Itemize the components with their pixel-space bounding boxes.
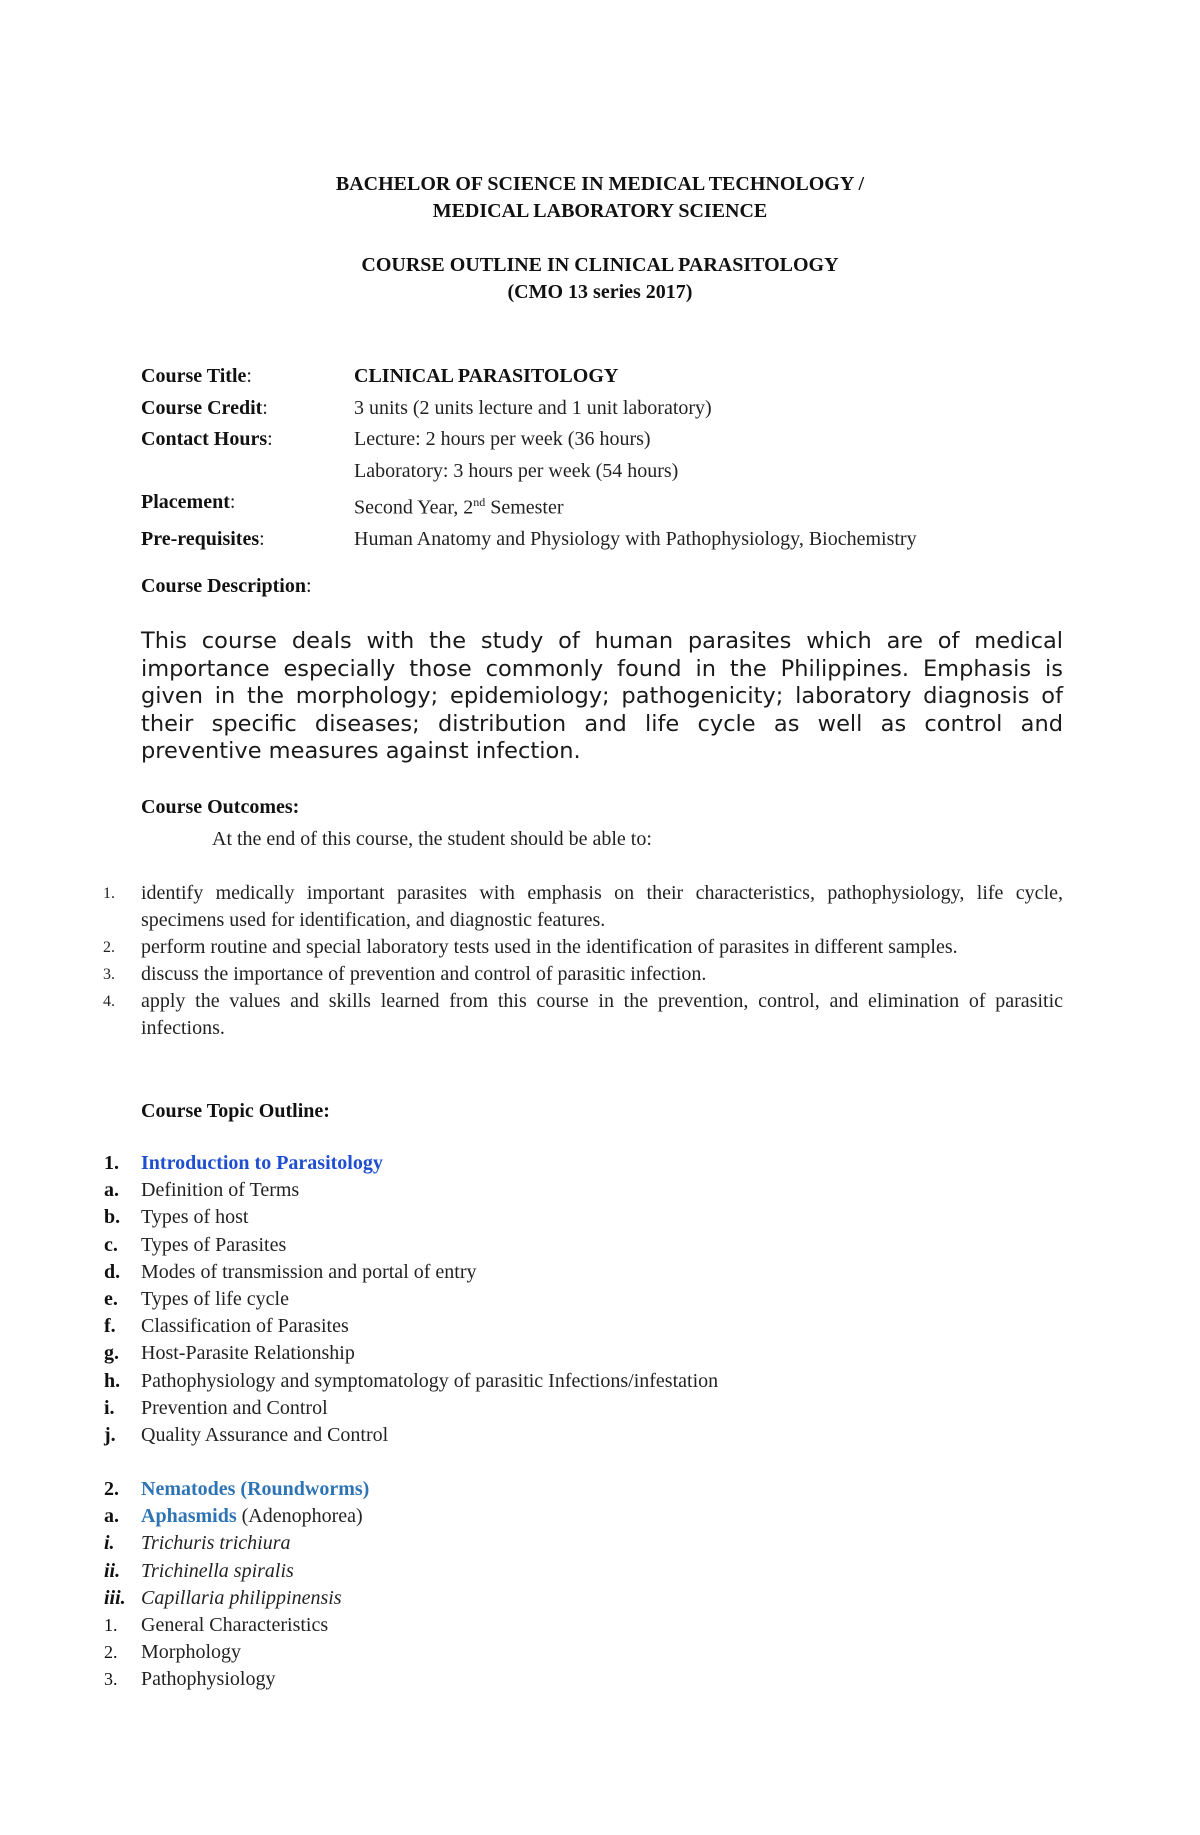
list-item: c. Types of Parasites [104, 1233, 287, 1256]
outcome-item: 4. apply the values and skills learned from this course in the prevention, control, and elimination of parasitic infections. [103, 990, 1063, 1039]
list-item: a. Definition of Terms [104, 1179, 300, 1202]
placement-row: Placement: Second Year, 2nd Semester [141, 487, 1081, 524]
header-line-1: BACHELOR OF SCIENCE IN MEDICAL TECHNOLOGY / [335, 173, 865, 195]
header-line-4: (CMO 13 series 2017) [507, 281, 693, 303]
contact-hours-row: Contact Hours: Lecture: 2 hours per week (36 hours) [141, 424, 1081, 456]
subtopic-aphasmids: a. Aphasmids (Adenophorea) [104, 1505, 363, 1528]
species-item: iii. Capillaria philippinensis [104, 1586, 342, 1609]
prerequisites-row: Pre-requisites: Human Anatomy and Physiology with Pathophysiology, Biochemistry [141, 524, 1081, 556]
course-title-row: Course Title: CLINICAL PARASITOLOGY [141, 361, 1081, 393]
course-description-text: This course deals with the study of human parasites which are of medical importance especially those commonly found in the Philippines. Emphasis is given in the morphology; epidemiology; pathogenicity; laboratory diagnosis of their specific diseases; distribution and life cycle as well as control and preventive measures against infection. [141, 628, 1063, 764]
course-meta-table [141, 361, 1081, 556]
topic-1-heading: 1. Introduction to Parasitology [104, 1152, 383, 1174]
list-item: f. Classification of Parasites [104, 1315, 349, 1338]
prerequisites-label: Pre-requisites [141, 528, 260, 551]
topic-outline-list [0, 1150, 1200, 1694]
list-item: i. Prevention and Control [104, 1396, 328, 1419]
list-item: b. Types of host [104, 1206, 249, 1229]
prerequisites-value: Human Anatomy and Physiology with Pathophysiology, Biochemistry [354, 528, 917, 551]
course-title-label: Course Title [141, 365, 247, 387]
header-line-2: MEDICAL LABORATORY SCIENCE [432, 200, 768, 222]
placement-value: Second Year, 2nd Semester [354, 495, 564, 519]
list-item: d. Modes of transmission and portal of entry [104, 1260, 477, 1283]
list-item: h. Pathophysiology and symptomatology of parasitic Infections/infestation [104, 1369, 719, 1392]
topic-2-heading: 2. Nematodes (Roundworms) [104, 1478, 370, 1501]
contact-hours-lab-row [141, 456, 1081, 488]
list-item: j. Quality Assurance and Control [104, 1423, 389, 1446]
list-item: 1. General Characteristics [104, 1614, 329, 1636]
contact-hours-lab: Laboratory: 3 hours per week (54 hours) [354, 459, 679, 482]
course-credit-label: Course Credit [141, 396, 263, 419]
course-title-value: CLINICAL PARASITOLOGY [354, 365, 619, 387]
outcome-item: 3. discuss the importance of prevention and control of parasitic infection. [103, 963, 707, 985]
placement-label: Placement [141, 491, 230, 513]
contact-hours-lecture: Lecture: 2 hours per week (36 hours) [354, 428, 651, 450]
list-item: e. Types of life cycle [104, 1287, 289, 1310]
course-outcomes-heading: Course Outcomes: [141, 796, 300, 818]
list-item: 2. Morphology [104, 1641, 241, 1664]
header-line-3: COURSE OUTLINE IN CLINICAL PARASITOLOGY [361, 254, 839, 276]
course-outcomes-list [0, 880, 1200, 1042]
course-credit-row: Course Credit: 3 units (2 units lecture and 1 unit laboratory) [141, 393, 1081, 425]
outcome-item: 1. identify medically important parasites with emphasis on their characteristics, pathophysiology, life cycle, specimens used for identification, and diagnostic features. [103, 882, 1063, 931]
species-item: ii. Trichinella spiralis [104, 1559, 294, 1582]
course-outcomes-intro: At the end of this course, the student should be able to: [212, 828, 652, 850]
contact-hours-label: Contact Hours [141, 428, 268, 450]
list-item: g. Host-Parasite Relationship [104, 1342, 355, 1365]
species-item: i. Trichuris trichiura [104, 1532, 291, 1555]
outcome-item: 2. perform routine and special laboratory tests used in the identification of parasites in different samples. [103, 936, 958, 958]
list-item: 3. Pathophysiology [104, 1668, 276, 1691]
course-description-heading: Course Description: [141, 575, 312, 597]
course-topic-outline-heading: Course Topic Outline: [141, 1100, 330, 1122]
course-credit-value: 3 units (2 units lecture and 1 unit laboratory) [354, 396, 712, 419]
